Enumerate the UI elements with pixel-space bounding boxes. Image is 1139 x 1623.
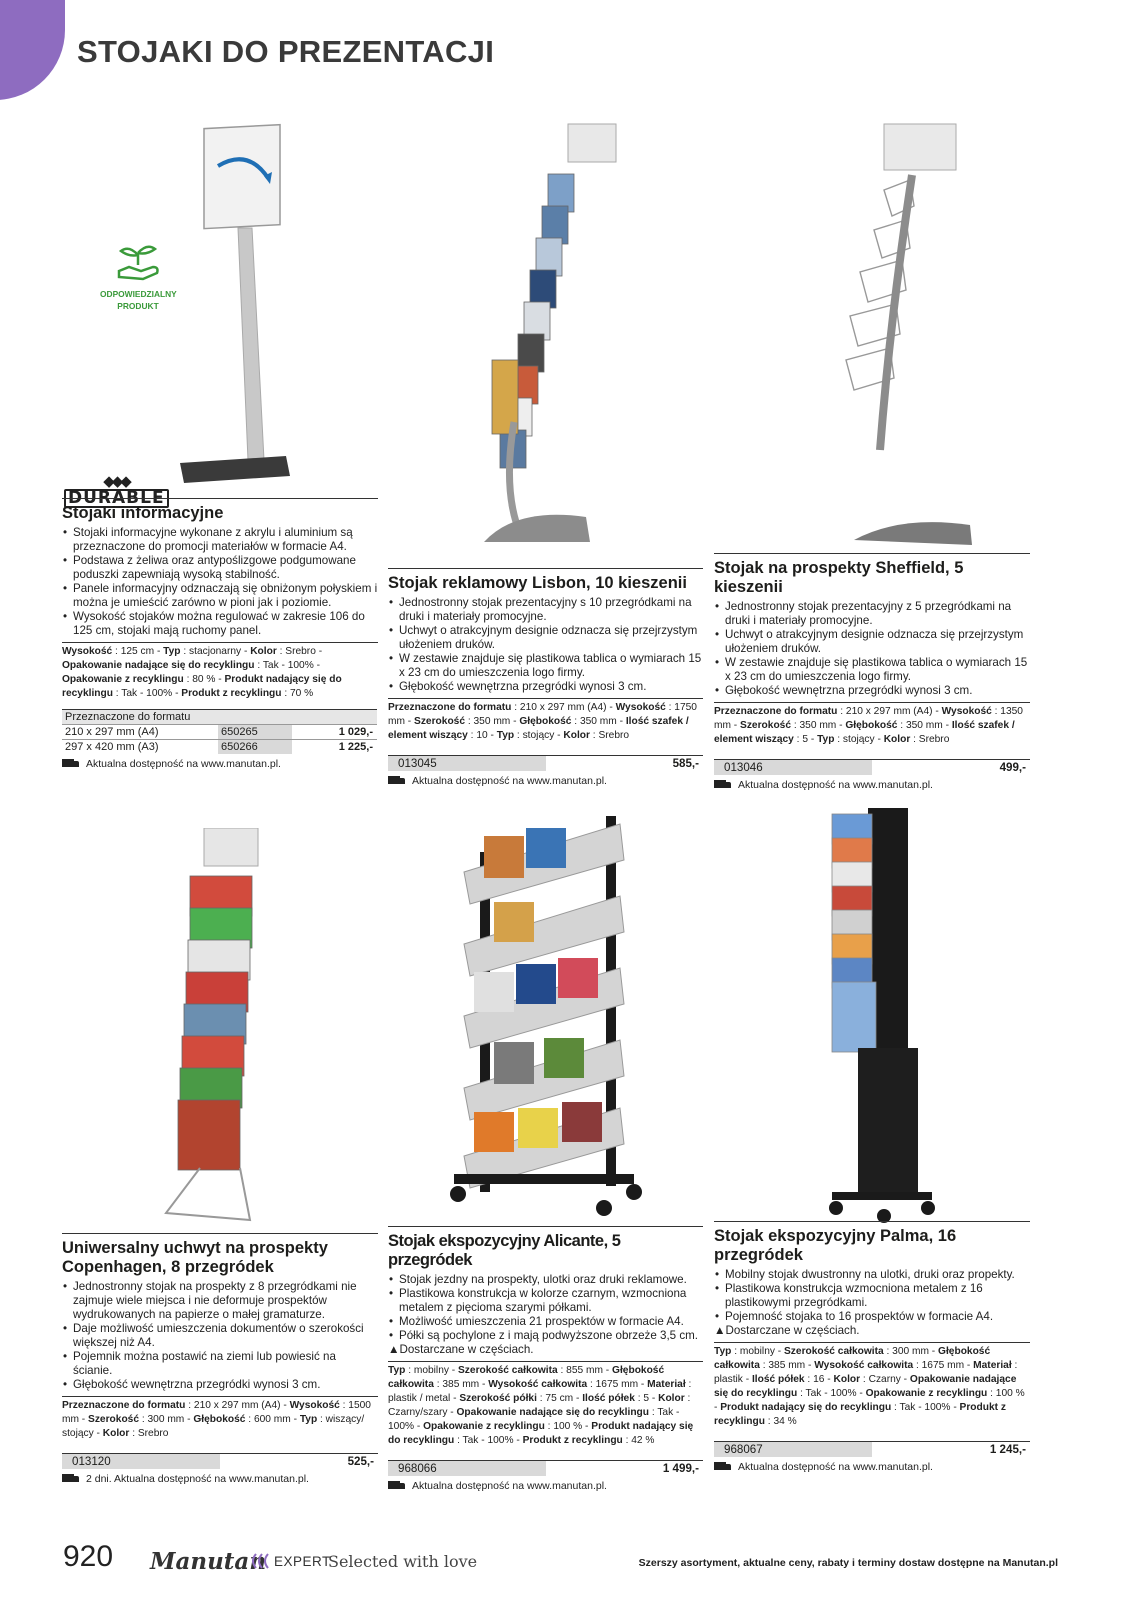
sheffield-stand-image <box>840 120 990 550</box>
spec-key: Przeznaczone do formatu <box>388 702 512 713</box>
spec-value: : Czarny - <box>860 1374 910 1385</box>
spec-value: : Srebro - <box>276 646 323 657</box>
spec-key: Ilość półek <box>582 1393 635 1404</box>
feature-item: • Jednostronny stojak prezentacyjny z 5 przegródkami na druki i materiały promocyjne. <box>714 600 1030 628</box>
spec-key: Produkt nadający się do recyklingu <box>720 1402 892 1413</box>
feature-item: • Jednostronny stojak na prospekty z 8 przegródkami nie zajmuje wiele miejsca i nie deformuje prospektów wydrukowanych na papierze o małej gramaturze. <box>62 1280 378 1322</box>
spec-block <box>388 698 703 743</box>
format-cell: 297 x 420 mm (A3) <box>65 741 159 753</box>
spec-block <box>714 1342 1030 1429</box>
spec-key: Szerokość całkowita <box>784 1346 884 1357</box>
spec-key: Opakowanie nadające się do recyklingu <box>714 1374 1017 1399</box>
availability <box>388 775 703 787</box>
plant-hand-icon <box>115 243 161 283</box>
product-price: 1 499,- <box>662 1462 699 1475</box>
eco-label-line2: PRODUKT <box>117 301 159 311</box>
spec-key: Wysokość <box>62 646 113 657</box>
spec-value: : Tak - 100% - <box>891 1402 960 1413</box>
spec-key: Kolor <box>250 646 277 657</box>
feature-item: • Jednostronny stojak prezentacyjny s 10 przegródkami na druki i materiały promocyjne. <box>388 596 703 624</box>
product-code: 013045 <box>388 756 546 771</box>
product-info-stands <box>62 498 378 770</box>
spec-value: : 42 % <box>622 1435 655 1446</box>
spec-value: : 300 mm - <box>883 1346 939 1357</box>
availability-text: Aktualna dostępność na www.manutan.pl. <box>738 779 933 791</box>
price-row[interactable] <box>62 1453 378 1469</box>
spec-value: : 1350 mm - <box>714 706 1023 731</box>
eco-label-line1: ODPOWIEDZIALNY <box>100 289 177 299</box>
feature-item: • Uchwyt o atrakcyjnym designie odznacza się przejrzystym ułożeniem druków. <box>714 628 1030 656</box>
spec-key: Szerokość <box>88 1414 139 1425</box>
spec-block <box>714 702 1030 747</box>
spec-value: : 210 x 297 mm (A4) - <box>837 706 942 717</box>
feature-item: • Daje możliwość umieszczenia dokumentów o szerokości większej niż A4. <box>62 1322 378 1350</box>
price-row[interactable] <box>388 1460 703 1476</box>
spec-key: Opakowanie z recyklingu <box>62 674 184 685</box>
feature-item: • Możliwość umieszczenia 21 prospektów w formacie A4. <box>388 1315 703 1329</box>
spec-key: Produkt z recyklingu <box>522 1435 623 1446</box>
price-row[interactable] <box>388 755 703 771</box>
divider <box>62 498 378 499</box>
spec-key: Kolor <box>658 1393 685 1404</box>
truck-icon <box>714 780 732 790</box>
spec-value: : Srebro <box>589 730 630 741</box>
manutan-logo: Manutan <box>150 1548 267 1575</box>
spec-value: : 100 % - <box>714 1388 1025 1413</box>
feature-list <box>388 1273 703 1357</box>
format-table <box>62 709 377 754</box>
price-cell: 1 029,- <box>338 726 373 738</box>
feature-item: • Plastikowa konstrukcja wzmocniona metalem z 16 plastikowymi przegródkami. <box>714 1282 1030 1310</box>
product-price: 585,- <box>672 757 699 770</box>
palma-stand-image <box>828 808 938 1228</box>
spec-value: : 350 mm - <box>897 720 952 731</box>
spec-value: : 1675 mm - <box>587 1379 648 1390</box>
product-title: Stojak reklamowy Lisbon, 10 kieszenii <box>388 574 687 592</box>
feature-item: • Głębokość wewnętrzna przegródki wynosi 3 cm. <box>388 680 703 694</box>
product-title: Stojak ekspozycyjny Alicante, 5 przegródek <box>388 1232 621 1269</box>
truck-icon <box>62 1474 80 1484</box>
spec-value: : 70 % <box>281 688 314 699</box>
feature-item: • W zestawie znajduje się plastikowa tablica o wymiarach 15 x 23 cm do umieszczenia logo firmy. <box>714 656 1030 684</box>
product-title: Uniwersalny uchwyt na prospekty Copenhagen, 8 przegródek <box>62 1239 328 1276</box>
spec-key: Materiał <box>647 1379 686 1390</box>
spec-value: : 210 x 297 mm (A4) - <box>185 1400 290 1411</box>
spec-value: : 1675 mm - <box>913 1360 974 1371</box>
spec-key: Materiał <box>973 1360 1012 1371</box>
spec-value: : 300 mm - <box>139 1414 194 1425</box>
footer-note: Szerszy asortyment, aktualne ceny, rabaty i terminy dostaw dostępne na Manutan.pl <box>638 1557 1058 1569</box>
product-price: 525,- <box>347 1455 374 1468</box>
spec-value: : Czarny/szary - <box>388 1393 691 1418</box>
spec-key: Opakowanie z recyklingu <box>865 1388 988 1399</box>
spec-key: Wysokość <box>615 702 666 713</box>
spec-key: Opakowanie nadające się do recyklingu <box>456 1407 650 1418</box>
feature-item: • Plastikowa konstrukcja w kolorze czarnym, wzmocniona metalem z pięcioma szarymi półkami. <box>388 1287 703 1315</box>
divider <box>714 1221 1030 1222</box>
spec-value: : 385 mm - <box>759 1360 815 1371</box>
truck-icon <box>62 759 80 769</box>
availability <box>62 1473 378 1485</box>
spec-key: Głębokość <box>519 716 572 727</box>
spec-block <box>388 1361 703 1448</box>
code-cell: 650266 <box>218 740 292 754</box>
product-title: Stojak ekspozycyjny Palma, 16 przegródek <box>714 1227 957 1264</box>
product-sheffield <box>714 553 1030 791</box>
feature-item: • Podstawa z żeliwa oraz antypoślizgowe podgumowane poduszki zapewniają wysoką stabilność. <box>62 554 378 582</box>
spec-block <box>62 642 378 701</box>
spec-key: Produkt nadający się do recyklingu <box>62 674 342 699</box>
spec-value: : stacjonarny - <box>180 646 251 657</box>
spec-key: Głębokość <box>193 1414 246 1425</box>
spec-key: Kolor <box>563 730 590 741</box>
delivery-note: ▲Dostarczane w częściach. <box>714 1324 860 1337</box>
page-title: STOJAKI DO PREZENTACJI <box>77 34 495 69</box>
divider <box>62 1233 378 1234</box>
spec-value: : Srebro <box>129 1428 169 1439</box>
delivery-note: ▲Dostarczane w częściach. <box>388 1343 534 1356</box>
tagline: Selected with love <box>328 1552 478 1571</box>
feature-list <box>714 600 1030 698</box>
spec-value: : 16 - <box>804 1374 834 1385</box>
availability <box>62 758 378 770</box>
spec-key: Głębokość <box>845 720 898 731</box>
divider <box>388 568 703 569</box>
responsible-product-badge <box>100 243 176 312</box>
spec-key: Szerokość całkowita <box>458 1365 558 1376</box>
swirl-icon <box>250 1552 272 1570</box>
availability-text: Aktualna dostępność na www.manutan.pl. <box>86 758 281 770</box>
feature-item: • W zestawie znajduje się plastikowa tablica o wymiarach 15 x 23 cm do umieszczenia logo firmy. <box>388 652 703 680</box>
spec-key: Szerokość półki <box>459 1393 537 1404</box>
product-code: 968066 <box>388 1461 546 1476</box>
spec-key: Opakowanie z recyklingu <box>423 1421 545 1432</box>
feature-item: • Pojemność stojaka to 16 prospektów w formacie A4. <box>714 1310 1030 1324</box>
spec-block <box>62 1396 378 1441</box>
spec-value: : 1500 mm - <box>62 1400 371 1425</box>
spec-value: : 5 - <box>793 734 818 745</box>
alicante-stand-image <box>444 812 654 1232</box>
product-title: Stojaki informacyjne <box>62 504 224 522</box>
spec-key: Opakowanie nadające się do recyklingu <box>62 660 255 671</box>
spec-value: : 350 mm - <box>791 720 846 731</box>
spec-key: Typ <box>163 646 181 657</box>
price-row[interactable] <box>714 759 1030 775</box>
spec-key: Ilość szafek / element wiszący <box>388 716 689 741</box>
product-title: Stojak na prospekty Sheffield, 5 kieszenii <box>714 559 964 596</box>
spec-value: : Tak - 100% - <box>388 1407 680 1432</box>
lisbon-stand-image <box>476 122 626 552</box>
spec-value: : Tak - 100% - <box>454 1435 523 1446</box>
spec-value: : 10 - <box>467 730 497 741</box>
copenhagen-stand-image <box>160 828 280 1228</box>
spec-key: Wysokość całkowita <box>814 1360 914 1371</box>
expert-label: EXPERT <box>274 1554 331 1569</box>
spec-value: : 5 - <box>634 1393 659 1404</box>
table-row[interactable] <box>62 724 377 739</box>
spec-key: Typ <box>299 1414 318 1425</box>
product-alicante <box>388 1226 703 1492</box>
truck-icon <box>388 776 406 786</box>
code-cell: 650265 <box>218 725 292 739</box>
spec-value: : stojący - <box>514 730 564 741</box>
info-stand-image <box>178 118 308 488</box>
spec-key: Typ <box>388 1365 406 1376</box>
spec-value: : 210 x 297 mm (A4) - <box>511 702 616 713</box>
product-copenhagen <box>62 1233 378 1485</box>
divider <box>714 553 1030 554</box>
divider <box>388 1226 703 1227</box>
spec-value: : 855 mm - <box>557 1365 613 1376</box>
durable-wordmark: DURABLE <box>64 489 169 508</box>
feature-item: • Stojaki informacyjne wykonane z akrylu i aluminium są przeznaczone do promocji materiałów w formacie A4. <box>62 526 378 554</box>
feature-list <box>62 1280 378 1392</box>
product-price: 1 245,- <box>989 1443 1026 1456</box>
feature-item: • Stojak jezdny na prospekty, ulotki oraz druki reklamowe. <box>388 1273 703 1287</box>
spec-key: Typ <box>817 734 835 745</box>
price-row[interactable] <box>714 1441 1030 1457</box>
spec-value: : 125 cm - <box>112 646 164 657</box>
durable-arrows-icon: ◆◆◆ <box>103 473 129 490</box>
spec-value: : 75 cm - <box>536 1393 583 1404</box>
spec-value: : Tak - 100% - <box>112 688 182 699</box>
availability <box>714 779 1030 791</box>
spec-key: Szerokość <box>740 720 791 731</box>
feature-item: • Panele informacyjny odznaczają się obniżonym połyskiem i można je umieścić zarówno w pioni jak i poziomie. <box>62 582 378 610</box>
feature-list <box>388 596 703 694</box>
page-number: 920 <box>63 1540 114 1573</box>
spec-value: : Tak - 100% - <box>254 660 321 671</box>
spec-value: : plastik - <box>714 1360 1018 1385</box>
spec-key: Kolor <box>102 1428 130 1439</box>
spec-key: Wysokość całkowita <box>488 1379 588 1390</box>
spec-value: : mobilny - <box>405 1365 459 1376</box>
spec-value: : stojący - <box>834 734 884 745</box>
availability-text: Aktualna dostępność na www.manutan.pl. <box>738 1461 933 1473</box>
spec-value: : 80 % - <box>183 674 225 685</box>
feature-item: • Półki są pochylone z i mają podwyższone obrzeże 3,5 cm. <box>388 1329 703 1343</box>
spec-key: Szerokość <box>414 716 465 727</box>
spec-key: Typ <box>496 730 515 741</box>
spec-value: : 34 % <box>764 1416 797 1427</box>
spec-key: Kolor <box>883 734 911 745</box>
spec-value: : 1750 mm - <box>388 702 697 727</box>
format-table-header: Przeznaczone do formatu <box>62 709 377 724</box>
price-cell: 1 225,- <box>338 741 373 753</box>
spec-value: : Tak - 100% - <box>797 1388 866 1399</box>
spec-value: : wiszący/ stojący - <box>62 1414 365 1439</box>
spec-value: : 100 % - <box>544 1421 592 1432</box>
spec-value: : plastik / metal - <box>388 1379 692 1404</box>
feature-item: • Głębokość wewnętrzna przegródki wynosi 3 cm. <box>714 684 1030 698</box>
feature-list <box>62 526 378 638</box>
feature-list <box>714 1268 1030 1338</box>
spec-key: Przeznaczone do formatu <box>62 1400 186 1411</box>
feature-item: • Głębokość wewnętrzna przegródki wynosi 3 cm. <box>62 1378 378 1392</box>
format-cell: 210 x 297 mm (A4) <box>65 726 159 738</box>
product-code: 968067 <box>714 1442 872 1457</box>
availability <box>388 1480 703 1492</box>
spec-key: Przeznaczone do formatu <box>714 706 838 717</box>
feature-item: • Mobilny stojak dwustronny na ulotki, druki oraz propekty. <box>714 1268 1030 1282</box>
truck-icon <box>388 1481 406 1491</box>
product-price: 499,- <box>999 761 1026 774</box>
spec-key: Wysokość <box>941 706 992 717</box>
feature-item: • Uchwyt o atrakcyjnym designie odznacza się przejrzystym ułożeniem druków. <box>388 624 703 652</box>
spec-value: : 600 mm - <box>245 1414 300 1425</box>
spec-value: : 350 mm - <box>571 716 626 727</box>
truck-icon <box>714 1462 732 1472</box>
spec-key: Produkt z recyklingu <box>714 1402 1006 1427</box>
product-palma <box>714 1221 1030 1473</box>
availability-text: Aktualna dostępność na www.manutan.pl. <box>412 775 607 787</box>
feature-item: • Pojemnik można postawić na ziemi lub powiesić na ścianie. <box>62 1350 378 1378</box>
spec-value: : mobilny - <box>731 1346 785 1357</box>
spec-key: Produkt nadający się do recyklingu <box>388 1421 694 1446</box>
spec-key: Ilość szafek / element wiszący <box>714 720 1015 745</box>
product-code: 013046 <box>714 760 872 775</box>
spec-value: : 385 mm - <box>433 1379 489 1390</box>
availability-text: Aktualna dostępność na www.manutan.pl. <box>412 1480 607 1492</box>
spec-key: Głębokość całkowita <box>714 1346 991 1371</box>
spec-key: Kolor <box>833 1374 861 1385</box>
spec-key: Głębokość całkowita <box>388 1365 665 1390</box>
feature-item: • Wysokość stojaków można regulować w zakresie 106 do 125 cm, stojaki mają ruchomy panel. <box>62 610 378 638</box>
availability-text: 2 dni. Aktualna dostępność na www.manutan.pl. <box>86 1473 309 1485</box>
spec-key: Wysokość <box>289 1400 340 1411</box>
spec-value: : Srebro <box>910 734 950 745</box>
spec-key: Typ <box>714 1346 732 1357</box>
spec-key: Ilość półek <box>751 1374 805 1385</box>
spec-key: Produkt z recyklingu <box>181 688 282 699</box>
product-lisbon <box>388 568 703 787</box>
spec-value: : 350 mm - <box>465 716 520 727</box>
availability <box>714 1461 1030 1473</box>
corner-tab <box>0 0 65 100</box>
product-code: 013120 <box>62 1454 220 1469</box>
table-row[interactable] <box>62 739 377 754</box>
